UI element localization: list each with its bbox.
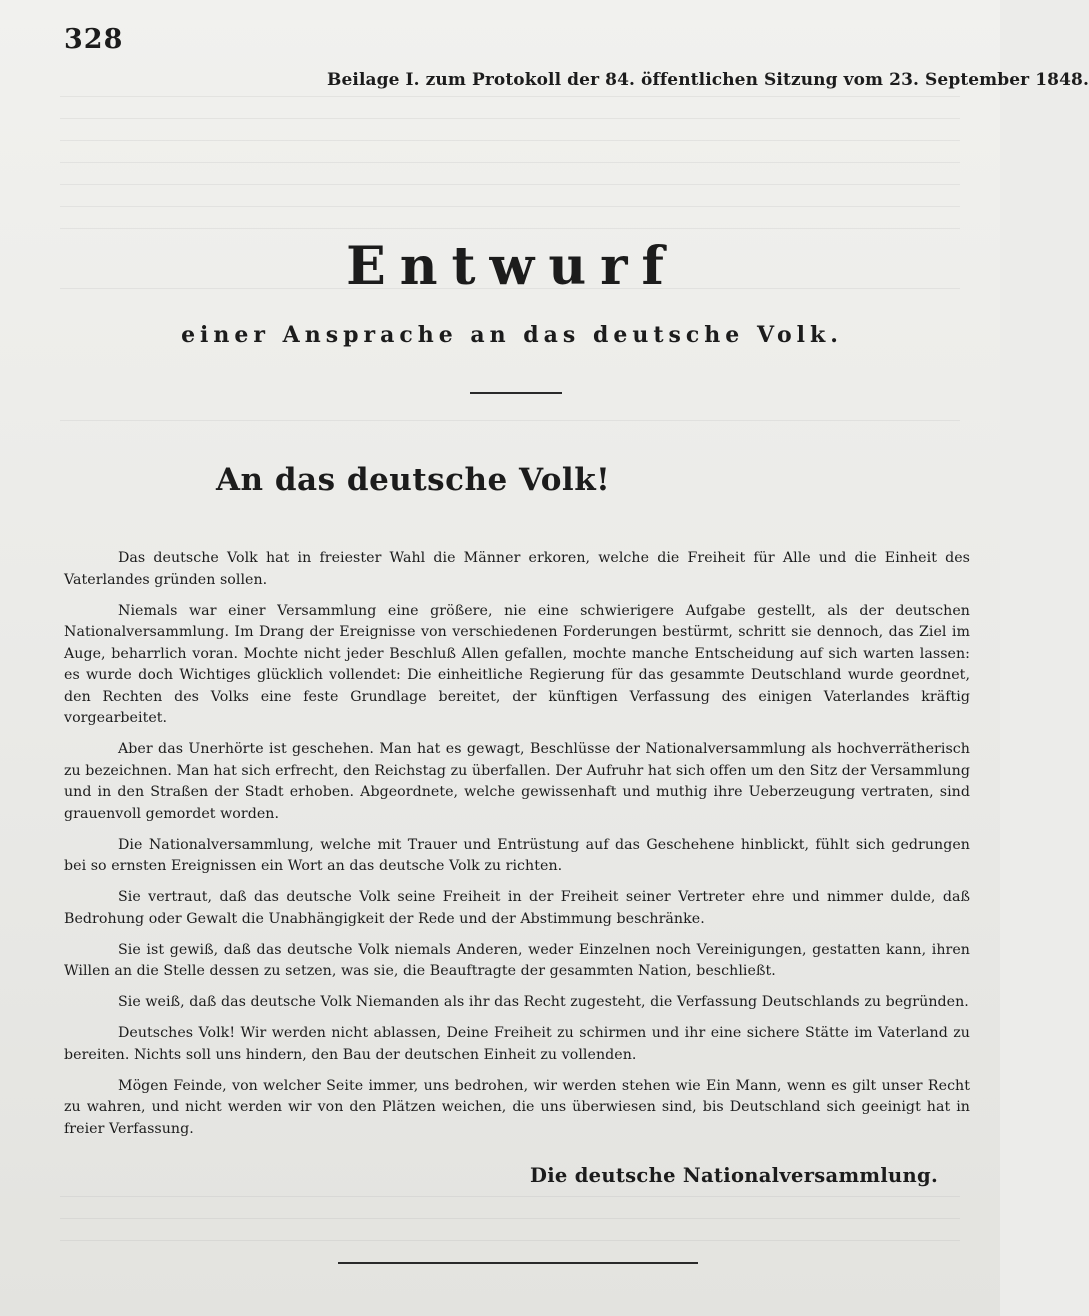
bottom-rule	[338, 1262, 698, 1264]
proclamation-body	[64, 548, 970, 1150]
signature: Die deutsche Nationalversammlung.	[530, 1164, 939, 1187]
paragraph: Sie vertraut, daß das deutsche Volk seine Freiheit in der Freiheit seiner Vertreter ehre und nimmer dulde, daß Bedrohung oder Gewalt die Unabhängigkeit der Rede und der Abstimmung beschränke.	[64, 889, 970, 927]
title-divider	[470, 392, 562, 394]
paragraph: Sie weiß, daß das deutsche Volk Niemanden als ihr das Recht zugesteht, die Verfassung Deutschlands zu begründen.	[118, 994, 969, 1010]
show-through-line	[60, 140, 960, 141]
show-through-line	[60, 420, 960, 421]
paragraph: Deutsches Volk! Wir werden nicht ablassen, Deine Freiheit zu schirmen und ihr eine sichere Stätte im Vaterland zu bereiten. Nichts soll uns hindern, den Bau der deutschen Einheit zu vollenden.	[64, 1025, 970, 1063]
paragraph: Die Nationalversammlung, welche mit Trauer und Entrüstung auf das Geschehene hinblickt, fühlt sich gedrungen bei so ernsten Ereignissen ein Wort an das deutsche Volk zu richten.	[64, 836, 970, 874]
show-through-line	[60, 184, 960, 185]
document-title: Entwurf	[346, 236, 678, 297]
paragraph: Mögen Feinde, von welcher Seite immer, uns bedrohen, wir werden stehen wie Ein Mann, wenn es gilt unser Recht zu wahren, und nicht werden wir von den Plätzen weichen, die uns überwiesen sind, bis Deutschland sich geeinigt hat in freier Verfassung.	[64, 1077, 970, 1137]
show-through-line	[60, 162, 960, 163]
show-through-line	[60, 118, 960, 119]
page-number: 328	[64, 24, 124, 55]
show-through-line	[60, 206, 960, 207]
show-through-line	[60, 228, 960, 229]
show-through-line	[60, 1218, 960, 1219]
paragraph: Aber das Unerhörte ist geschehen. Man hat es gewagt, Beschlüsse der Nationalversammlung als hochverrätherisch zu bezeichnen. Man hat sich erfrecht, den Reichstag zu überfallen. Der Aufruhr hat sich offen um den Sitz der Versammlung und in den Straßen der Stadt erhoben. Abgeordnete, welche gewissenhaft und muthig ihre Ueberzeugung vertraten, sind grauenvoll gemordet worden.	[64, 741, 970, 822]
paragraph: Das deutsche Volk hat in freiester Wahl die Männer erkoren, welche die Freiheit für Alle und die Einheit des Vaterlandes gründen sollen.	[64, 550, 970, 588]
paragraph: Niemals war einer Versammlung eine größere, nie eine schwierigere Aufgabe gestellt, als der deutschen Nationalversammlung. Im Drang der Ereignisse von verschiedenen Forderungen bestürmt, schritt sie dennoch, das Ziel im Auge, beharrlich voran. Mochte nicht jeder Beschluß Allen gefallen, mochte manche Entscheidung auf sich warten lassen: es wurde doch Wichtiges glücklich vollendet: Die einheitliche Regierung für das gesammte Deutschland wurde geordnet, den Rechten des Volks eine feste Grundlage bereitet, der künftigen Verfassung des einigen Vaterlandes kräftig vorgearbeitet.	[64, 602, 970, 726]
show-through-line	[60, 96, 960, 97]
document-subtitle: einer Ansprache an das deutsche Volk.	[181, 322, 843, 348]
show-through-line	[60, 1240, 960, 1241]
address-heading: An das deutsche Volk!	[216, 462, 611, 498]
paragraph: Sie ist gewiß, daß das deutsche Volk niemals Anderen, weder Einzelnen noch Vereinigungen, gestatten kann, ihren Willen an die Stelle dessen zu setzen, was sie, die Beauftragte der gesammten Nation, beschließt.	[64, 941, 970, 979]
show-through-line	[60, 1196, 960, 1197]
running-header: Beilage I. zum Protokoll der 84. öffentlichen Sitzung vom 23. September 1848.	[327, 70, 1089, 90]
